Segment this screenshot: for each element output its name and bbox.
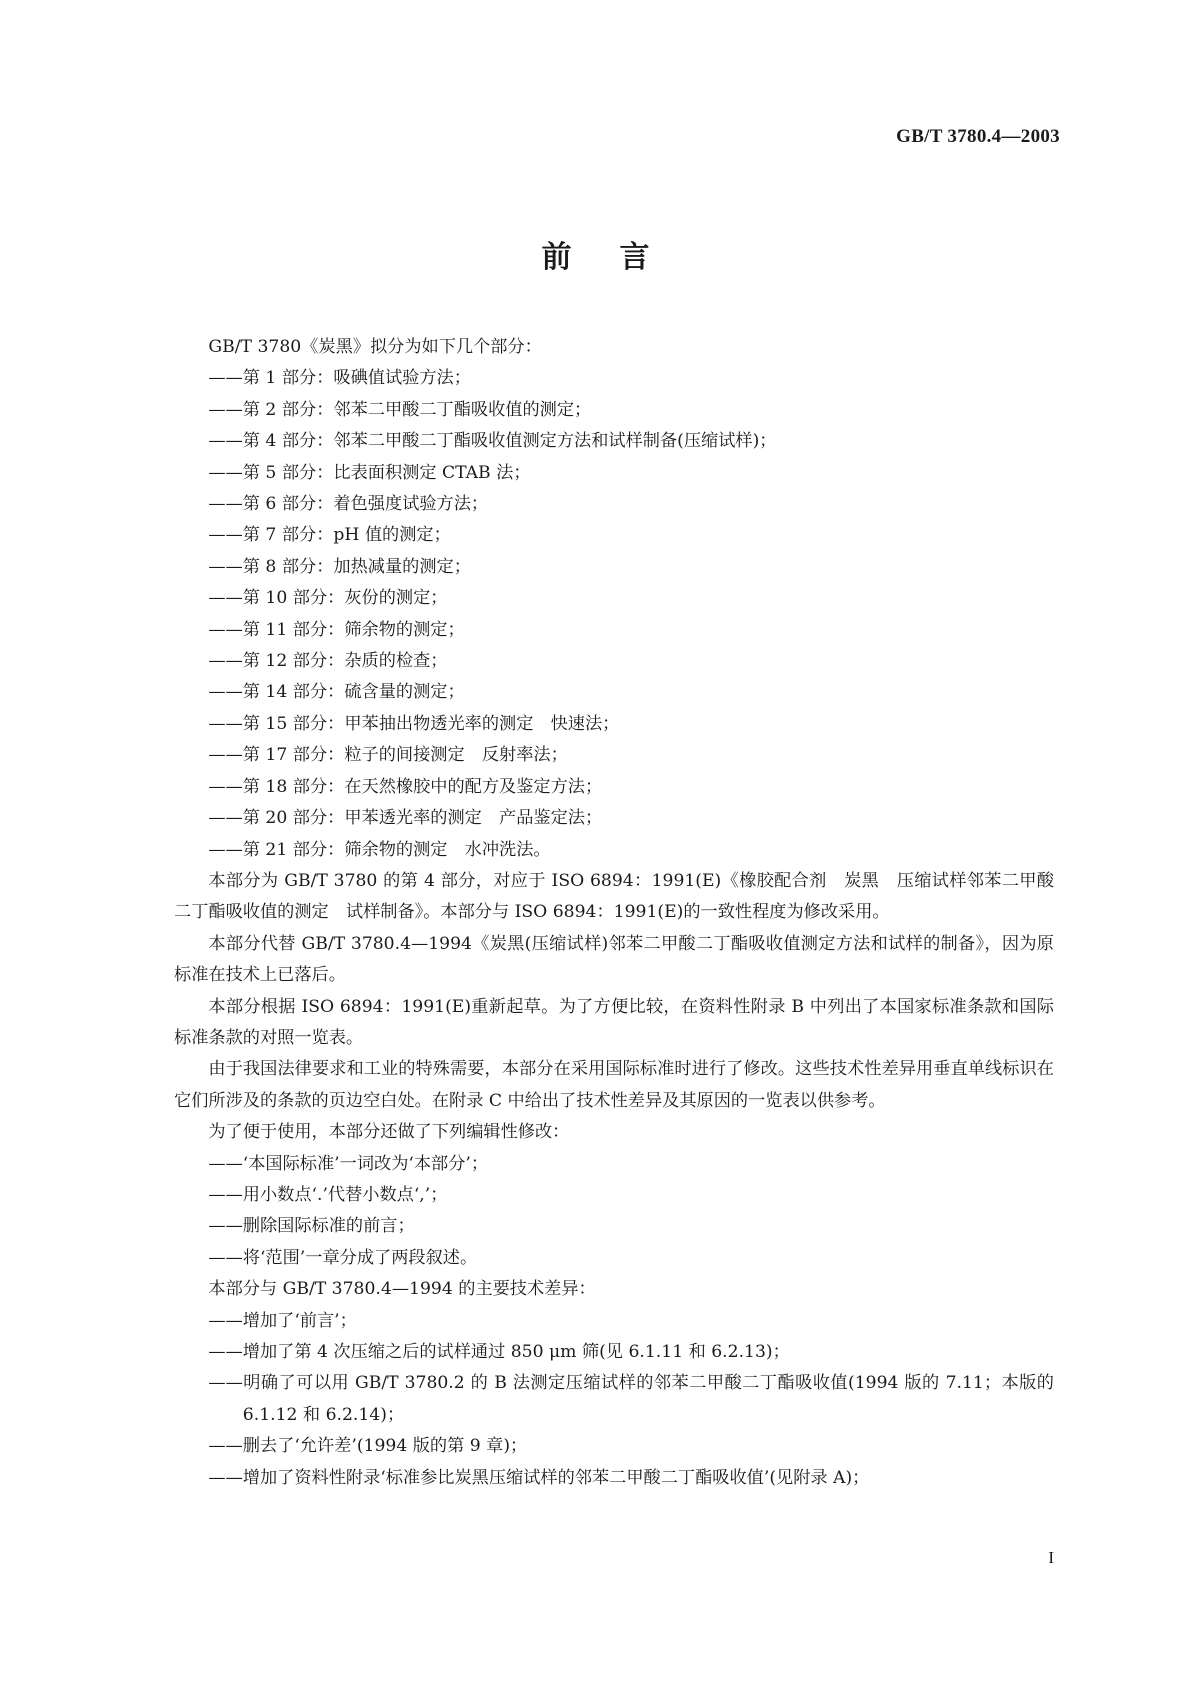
list-item: ——用小数点‘.’代替小数点‘,’； bbox=[208, 1184, 448, 1205]
list-item: ——增加了第 4 次压缩之后的试样通过 850 μm 筛(见 6.1.11 和 6.2.13)； bbox=[208, 1342, 790, 1362]
page-title: 前言 bbox=[541, 240, 698, 275]
paragraph: 由于我国法律要求和工业的特殊需要，本部分在采用国际标准时进行了修改。这些技术性差异用垂直单线标识在它们所涉及的条款的页边空白处。在附录 C 中给出了技术性差异及其原因的一览表以供参考。 bbox=[174, 1059, 1054, 1111]
list-item: ——第 1 部分：吸碘值试验方法； bbox=[208, 368, 471, 389]
list-item: ——第 21 部分：筛余物的测定 水冲洗法。 bbox=[208, 839, 551, 860]
list-item: ——第 7 部分：pH 值的测定； bbox=[208, 525, 451, 546]
list-item: ——第 12 部分：杂质的检查； bbox=[208, 651, 448, 672]
list-item: ——第 18 部分：在天然橡胶中的配方及鉴定方法； bbox=[208, 776, 603, 797]
list-item: ——‘本国际标准’一词改为‘本部分’； bbox=[208, 1153, 489, 1174]
standard-number: GB/T 3780.4—2003 bbox=[896, 126, 1060, 147]
list-item: ——第 15 部分：甲苯抽出物透光率的测定 快速法； bbox=[208, 713, 620, 734]
list-item: ——第 11 部分：筛余物的测定； bbox=[208, 619, 465, 640]
paragraph: 本部分代替 GB/T 3780.4—1994《炭黑(压缩试样)邻苯二甲酸二丁酯吸收值测定方法和试样的制备》，因为原标准在技术上已落后。 bbox=[174, 933, 1054, 986]
list-item: ——第 14 部分：硫含量的测定； bbox=[208, 682, 465, 703]
paragraph: 本部分为 GB/T 3780 的第 4 部分，对应于 ISO 6894：1991(E)《橡胶配合剂 炭黑 压缩试样邻苯二甲酸二丁酯吸收值的测定 试样制备》。本部分与 ISO 6894：1991(E)的一致性程度为修改采用。 bbox=[174, 870, 1054, 923]
list-item: ——第 8 部分：加热减量的测定； bbox=[208, 556, 471, 577]
list-item: ——删除国际标准的前言； bbox=[208, 1216, 415, 1237]
document-body bbox=[174, 332, 1054, 1494]
editorial-intro: 为了便于使用，本部分还做了下列编辑性修改： bbox=[208, 1122, 570, 1143]
list-item: ——第 20 部分：甲苯透光率的测定 产品鉴定法； bbox=[208, 808, 603, 829]
list-item: ——删去了‘允许差’(1994 版的第 9 章)； bbox=[208, 1436, 528, 1457]
list-item: ——明确了可以用 GB/T 3780.2 的 B 法测定压缩试样的邻苯二甲酸二丁酯吸收值(1994 版的 7.11；本版的 6.1.12 和 6.2.14)； bbox=[208, 1373, 1054, 1425]
list-item: ——第 10 部分：灰份的测定； bbox=[208, 588, 448, 609]
list-item: ——第 4 部分：邻苯二甲酸二丁酯吸收值测定方法和试样制备(压缩试样)； bbox=[208, 431, 777, 452]
list-item: ——第 2 部分：邻苯二甲酸二丁酯吸收值的测定； bbox=[208, 399, 592, 420]
list-item: ——增加了‘前言’； bbox=[208, 1310, 357, 1331]
list-item: ——第 5 部分：比表面积测定 CTAB 法； bbox=[208, 462, 531, 483]
page-number: I bbox=[1048, 1548, 1054, 1567]
parts-intro: GB/T 3780《炭黑》拟分为如下几个部分： bbox=[208, 337, 542, 357]
list-item: ——增加了资料性附录‘标准参比炭黑压缩试样的邻苯二甲酸二丁酯吸收值’(见附录 A)； bbox=[208, 1467, 870, 1488]
list-item: ——第 6 部分：着色强度试验方法； bbox=[208, 494, 489, 515]
list-item: ——将‘范围’一章分成了两段叙述。 bbox=[208, 1247, 478, 1268]
paragraph: 本部分根据 ISO 6894：1991(E)重新起草。为了方便比较，在资料性附录 B 中列出了本国家标准条款和国际标准条款的对照一览表。 bbox=[174, 996, 1054, 1048]
list-item: ——第 17 部分：粒子的间接测定 反射率法； bbox=[208, 745, 568, 766]
differences-intro: 本部分与 GB/T 3780.4—1994 的主要技术差异： bbox=[208, 1279, 596, 1300]
